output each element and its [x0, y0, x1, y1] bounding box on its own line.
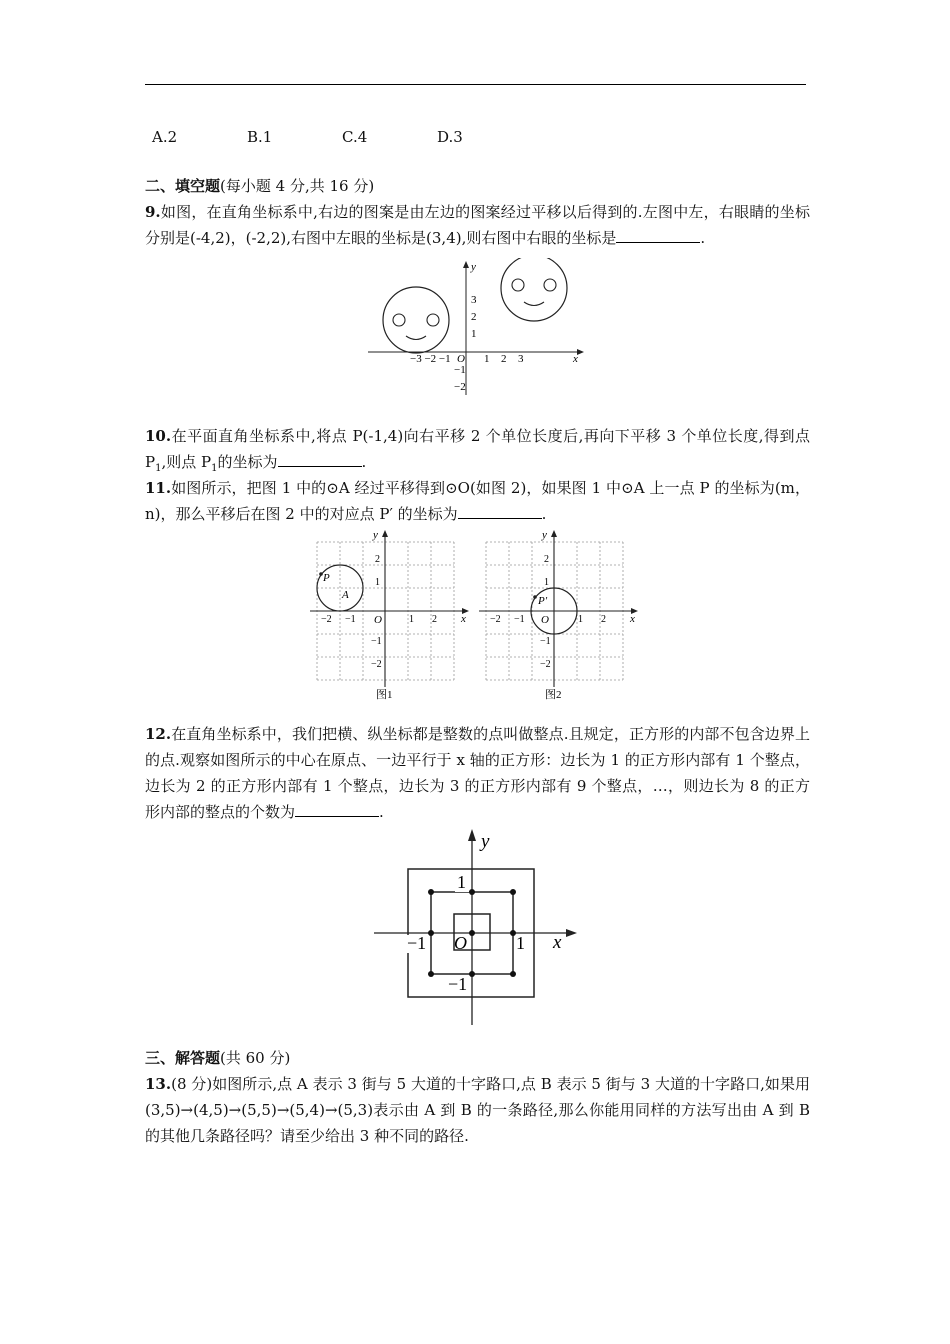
answer-blank[interactable]: [278, 452, 362, 467]
question-number: 9.: [145, 203, 161, 221]
y-axis-arrow: [468, 829, 476, 841]
question-11: [145, 475, 810, 527]
x-tick: 1: [578, 614, 583, 625]
y-tick: 1: [544, 577, 549, 588]
point-p-prime-label: P′: [538, 595, 548, 607]
choice-c[interactable]: C.4: [342, 128, 368, 146]
y-tick: 1: [471, 328, 477, 340]
header-rule: [145, 84, 806, 85]
y-tick: 1: [375, 577, 380, 588]
y-tick: 2: [471, 311, 477, 323]
question-12: [145, 721, 810, 825]
label-x-neg1: −1: [407, 933, 427, 953]
y-tick: −2: [371, 659, 382, 670]
y-tick: −2: [540, 659, 551, 670]
figure-caption: 图1: [376, 689, 393, 701]
x-tick: −2: [321, 614, 332, 625]
end-punct: .: [361, 453, 367, 471]
y-tick: −1: [454, 364, 466, 376]
question-13: [145, 1071, 810, 1149]
origin-label: O: [457, 353, 465, 365]
x-tick: 3: [518, 353, 524, 365]
q11-figure-1: [308, 527, 476, 702]
question-text: 在平面直角坐标系中,将点 P(-1,4)向右平移 2 个单位长度后,再向下平移 3 个单位长度,得到点 P: [145, 427, 810, 471]
choice-b[interactable]: B.1: [247, 128, 273, 146]
x-tick: −1: [514, 614, 525, 625]
q9-figure: [362, 258, 588, 398]
question-number: 13.: [145, 1075, 172, 1093]
mouth: [524, 302, 544, 306]
section-title: 二、填空题: [145, 177, 221, 195]
x-axis-arrow: [577, 349, 584, 355]
question-number: 12.: [145, 725, 172, 743]
right-eye: [427, 314, 439, 326]
y-axis-arrow: [382, 530, 388, 537]
x-axis-label: x: [573, 353, 578, 365]
label-x-1: 1: [516, 933, 525, 953]
question-text: 在直角坐标系中，我们把横、纵坐标都是整数的点叫做整点.且规定，正方形的内部不包含边界上的点.观察如图所示的中心在原点、一边平行于 x 轴的正方形：边长为 1 的正方形内部有 1 个整点，边长为 2 的正方形内部有 1 个整点，边长为 3 的正方形内部有 9 个整点，…，则边长为 8 的正方形内部的整点的个数为: [145, 725, 810, 821]
answer-blank[interactable]: [616, 228, 700, 243]
y-axis-arrow: [463, 261, 469, 268]
x-tick: 1: [409, 614, 414, 625]
y-axis-label: y: [471, 261, 476, 273]
x-tick: −1: [345, 614, 356, 625]
label-y-1: 1: [457, 872, 466, 892]
question-9: [145, 199, 810, 251]
section-heading-answer: [145, 1045, 810, 1071]
question-text: (8 分)如图所示,点 A 表示 3 街与 5 大道的十字路口,点 B 表示 5 街与 3 大道的十字路口,如果用(3,5)→(4,5)→(5,5)→(5,4)→(5,3)表示由 A 到 B 的一条路径,那么你能用同样的方法写出由 A 到 B 的其他几条路径吗？请至少给出 3 种不同的路径.: [145, 1075, 810, 1145]
point-p-prime-dot: [533, 595, 537, 599]
left-face: [383, 287, 449, 353]
question-number: 10.: [145, 427, 172, 445]
origin-label: O: [454, 933, 467, 953]
answer-blank[interactable]: [295, 802, 379, 817]
origin-label: O: [541, 614, 549, 626]
choice-d[interactable]: D.3: [437, 128, 463, 146]
y-tick: 3: [471, 294, 477, 306]
q12-figure: [370, 823, 585, 1028]
right-eye: [544, 279, 556, 291]
question-text: 如图，在直角坐标系中,右边的图案是由左边的图案经过平移以后得到的.左图中左，右眼睛的坐标分别是(-4,2)，(-2,2),右图中左眼的坐标是(3,4),则右图中右眼的坐标是: [145, 203, 810, 247]
y-axis-arrow: [551, 530, 557, 537]
y-tick: −1: [371, 636, 382, 647]
answer-blank[interactable]: [458, 504, 542, 519]
question-number: 11.: [145, 479, 172, 497]
label-y-neg1: −1: [448, 974, 468, 994]
section-note: (共 60 分): [220, 1049, 291, 1067]
x-tick: 2: [432, 614, 437, 625]
y-axis-label: y: [481, 831, 490, 852]
left-eye: [512, 279, 524, 291]
x-axis-label: x: [630, 613, 635, 625]
section-heading-fill-blank: [145, 173, 810, 199]
x-tick: 1: [484, 353, 490, 365]
end-punct: .: [700, 229, 706, 247]
center-a-label: A: [342, 589, 349, 601]
section-title: 三、解答题: [145, 1049, 221, 1067]
x-axis-arrow: [566, 929, 577, 937]
x-tick: −2: [490, 614, 501, 625]
subscript: 1: [155, 463, 162, 474]
origin-label: O: [374, 614, 382, 626]
y-axis-label: y: [373, 529, 378, 541]
x-tick: 2: [601, 614, 606, 625]
mouth: [406, 336, 426, 340]
section-note: (每小题 4 分,共 16 分): [220, 177, 375, 195]
x-ticks-negative: −3 −2 −1: [410, 353, 451, 365]
x-axis-label: x: [461, 613, 466, 625]
x-axis-label: x: [553, 932, 562, 953]
question-text-b: ,则点 P: [161, 453, 212, 471]
point-p-label: P: [323, 572, 330, 584]
q11-figure-2: [477, 527, 645, 702]
question-text: 如图所示，把图 1 中的⊙A 经过平移得到⊙O(如图 2)，如果图 1 中⊙A 上一点 P 的坐标为(m，n)，那么平移后在图 2 中的对应点 P′ 的坐标为: [145, 479, 810, 523]
question-text-c: 的坐标为: [217, 453, 278, 471]
choice-a[interactable]: A.2: [152, 128, 178, 146]
y-tick: 2: [544, 554, 549, 565]
y-tick: −2: [454, 381, 466, 393]
subscript: 1: [211, 463, 218, 474]
face-outline: [501, 258, 567, 321]
y-tick: −1: [540, 636, 551, 647]
y-tick: 2: [375, 554, 380, 565]
figure-caption: 图2: [545, 689, 562, 701]
end-punct: .: [379, 803, 384, 821]
right-face: [501, 258, 567, 321]
end-punct: .: [541, 505, 547, 523]
question-10: [145, 423, 810, 482]
left-eye: [393, 314, 405, 326]
x-tick: 2: [501, 353, 507, 365]
y-axis-label: y: [542, 529, 547, 541]
